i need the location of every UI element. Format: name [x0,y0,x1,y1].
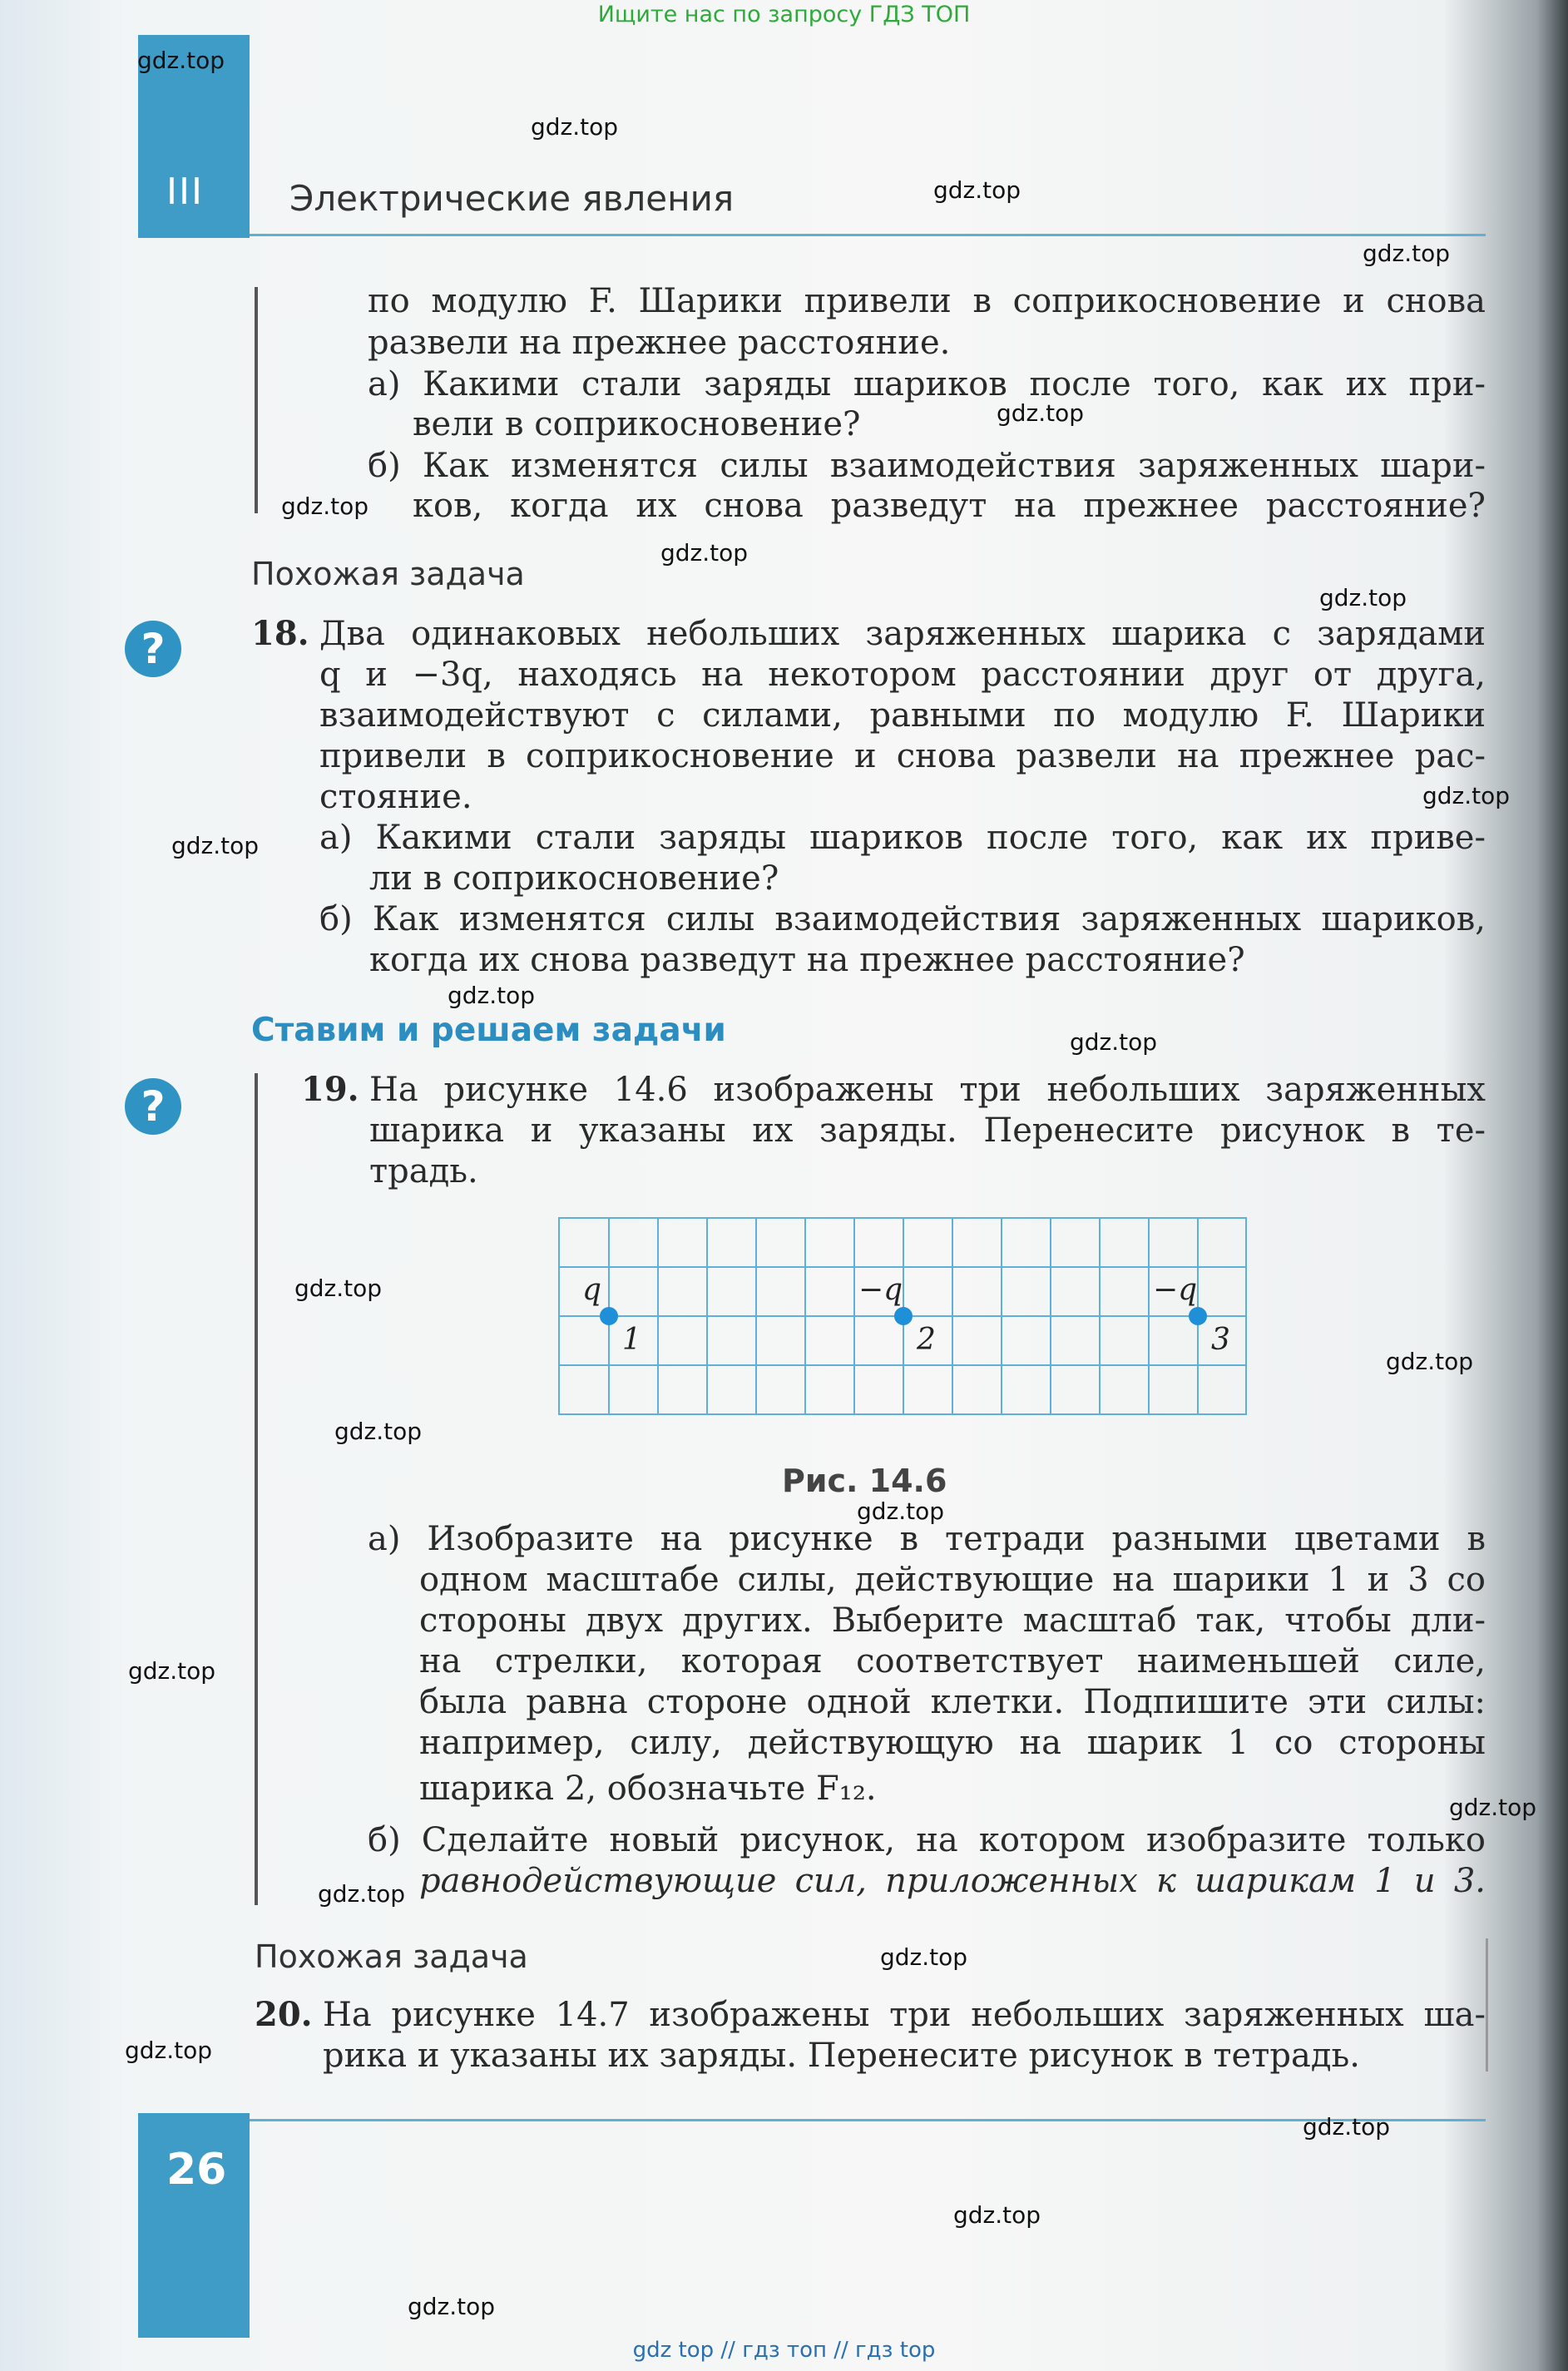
text-line: стояние. [319,778,472,816]
watermark: gdz.top [408,2293,496,2320]
text-line: по модулю F. Шарики привели в соприкосновение и снова [368,282,1486,320]
watermark: gdz.top [137,47,225,74]
ball-3-charge: −q [1153,1273,1198,1307]
task-side-bar [255,1073,258,1905]
watermark: gdz.top [334,1418,423,1445]
ball-1-charge: q [582,1273,602,1307]
figure-caption: Рис. 14.6 [782,1463,947,1499]
text-line: равнодействующие сил, приложенных к шарикам 1 и 3. [419,1862,1486,1900]
text-line: q и −3q, находясь на некотором расстоянии друг от друга, [319,656,1486,694]
text-line: ли в соприкосновение? [369,859,779,898]
watermark: gdz.top [997,399,1085,427]
text-line: рика и указаны их заряды. Перенесите рисунок в тетрадь. [323,2037,1360,2075]
watermark: gdz.top [125,2037,213,2064]
ball-2-label: 2 [917,1323,936,1357]
watermark: gdz.top [128,1657,216,1685]
text-line: была равна стороне одной клетки. Подпишите эти силы: [419,1683,1486,1721]
watermark: gdz.top [1449,1794,1537,1821]
watermark: gdz.top [1363,240,1451,267]
text-line: привели в соприкосновение и снова развели на прежнее рас- [319,737,1486,775]
similar-task-label: Похожая задача [251,556,525,592]
text-line: б) Сделайте новый рисунок, на котором изобразите только [368,1821,1486,1859]
watermark: gdz.top [294,1275,383,1302]
question-icon: ? [125,1078,181,1135]
text-line: б) Как изменятся силы взаимодействия заряженных шари- [368,447,1486,485]
text-line: шарика и указаны их заряды. Перенесите рисунок в те- [369,1111,1486,1150]
watermark: gdz.top [1319,584,1407,611]
text-line: стороны двух других. Выберите масштаб так, чтобы дли- [419,1601,1486,1640]
watermark: gdz.top [448,982,536,1009]
figure-14-6 [557,1216,1248,1416]
text-line: а) Какими стали заряды шариков после того, как их при- [368,365,1486,403]
ball-1-label: 1 [622,1323,641,1357]
ball-2 [894,1307,913,1325]
text-line: развели на прежнее расстояние. [368,324,951,362]
chapter-title: Электрические явления [289,178,735,219]
text-line: например, силу, действующую на шарик 1 со стороны [419,1724,1486,1762]
ball-1 [600,1307,618,1325]
ball-2-charge: −q [858,1273,903,1307]
text-line: а) Изобразите на рисунке в тетради разными цветами в [368,1520,1486,1558]
text-line: когда их снова разведут на прежнее расстояние? [369,941,1245,979]
text-line: вели в соприкосновение? [413,405,861,443]
bottom-banner[interactable]: gdz top // гдз топ // гдз top [632,2338,936,2363]
text-line: На рисунке 14.6 изображены три небольших заряженных [369,1071,1486,1109]
watermark: gdz.top [1386,1348,1474,1375]
similar-task-label: Похожая задача [255,1938,528,1975]
watermark: gdz.top [281,493,369,520]
text-line: На рисунке 14.7 изображены три небольших заряженных ша- [323,1996,1486,2034]
ball-3 [1189,1307,1207,1325]
ball-3-label: 3 [1211,1323,1230,1357]
question-icon: ? [125,621,181,677]
page-number: 26 [166,2145,227,2195]
watermark: gdz.top [933,176,1021,204]
text-line: на стрелки, которая соответствует наименьшей силе, [419,1642,1486,1680]
footer-rule [250,2119,1486,2121]
watermark: gdz.top [857,1497,945,1525]
section-title: Ставим и решаем задачи [251,1012,726,1049]
watermark: gdz.top [1303,2113,1391,2141]
text-line: шарика 2, обозначьте F₁₂. [419,1770,877,1808]
top-banner[interactable]: Ищите нас по запросу ГДЗ ТОП [597,2,971,27]
watermark: gdz.top [318,1880,406,1908]
header-rule [250,234,1486,236]
text-line: одном масштабе силы, действующие на шарики 1 и 3 со [419,1561,1486,1599]
watermark: gdz.top [953,2201,1041,2229]
watermark: gdz.top [1422,782,1511,809]
text-line: а) Какими стали заряды шариков после того, как их приве- [319,819,1486,857]
watermark: gdz.top [660,539,749,567]
watermark: gdz.top [531,113,619,141]
watermark: gdz.top [1070,1028,1158,1056]
watermark: gdz.top [171,832,260,859]
text-line: ков, когда их снова разведут на прежнее расстояние? [413,487,1486,525]
text-line: Два одинаковых небольших заряженных шарика с зарядами [319,615,1486,653]
task-number: 19. [301,1070,359,1109]
margin-bar [1486,1938,1488,2072]
task-side-bar [255,287,258,513]
task-number: 20. [255,1995,313,2034]
text-line: б) Как изменятся силы взаимодействия заряженных шариков, [319,900,1486,938]
task-number: 18. [251,614,309,653]
text-line: взаимодействуют с силами, равными по модулю F. Шарики [319,696,1486,735]
watermark: gdz.top [880,1943,968,1971]
chapter-number: III [166,171,204,213]
text-line: традь. [369,1152,478,1190]
